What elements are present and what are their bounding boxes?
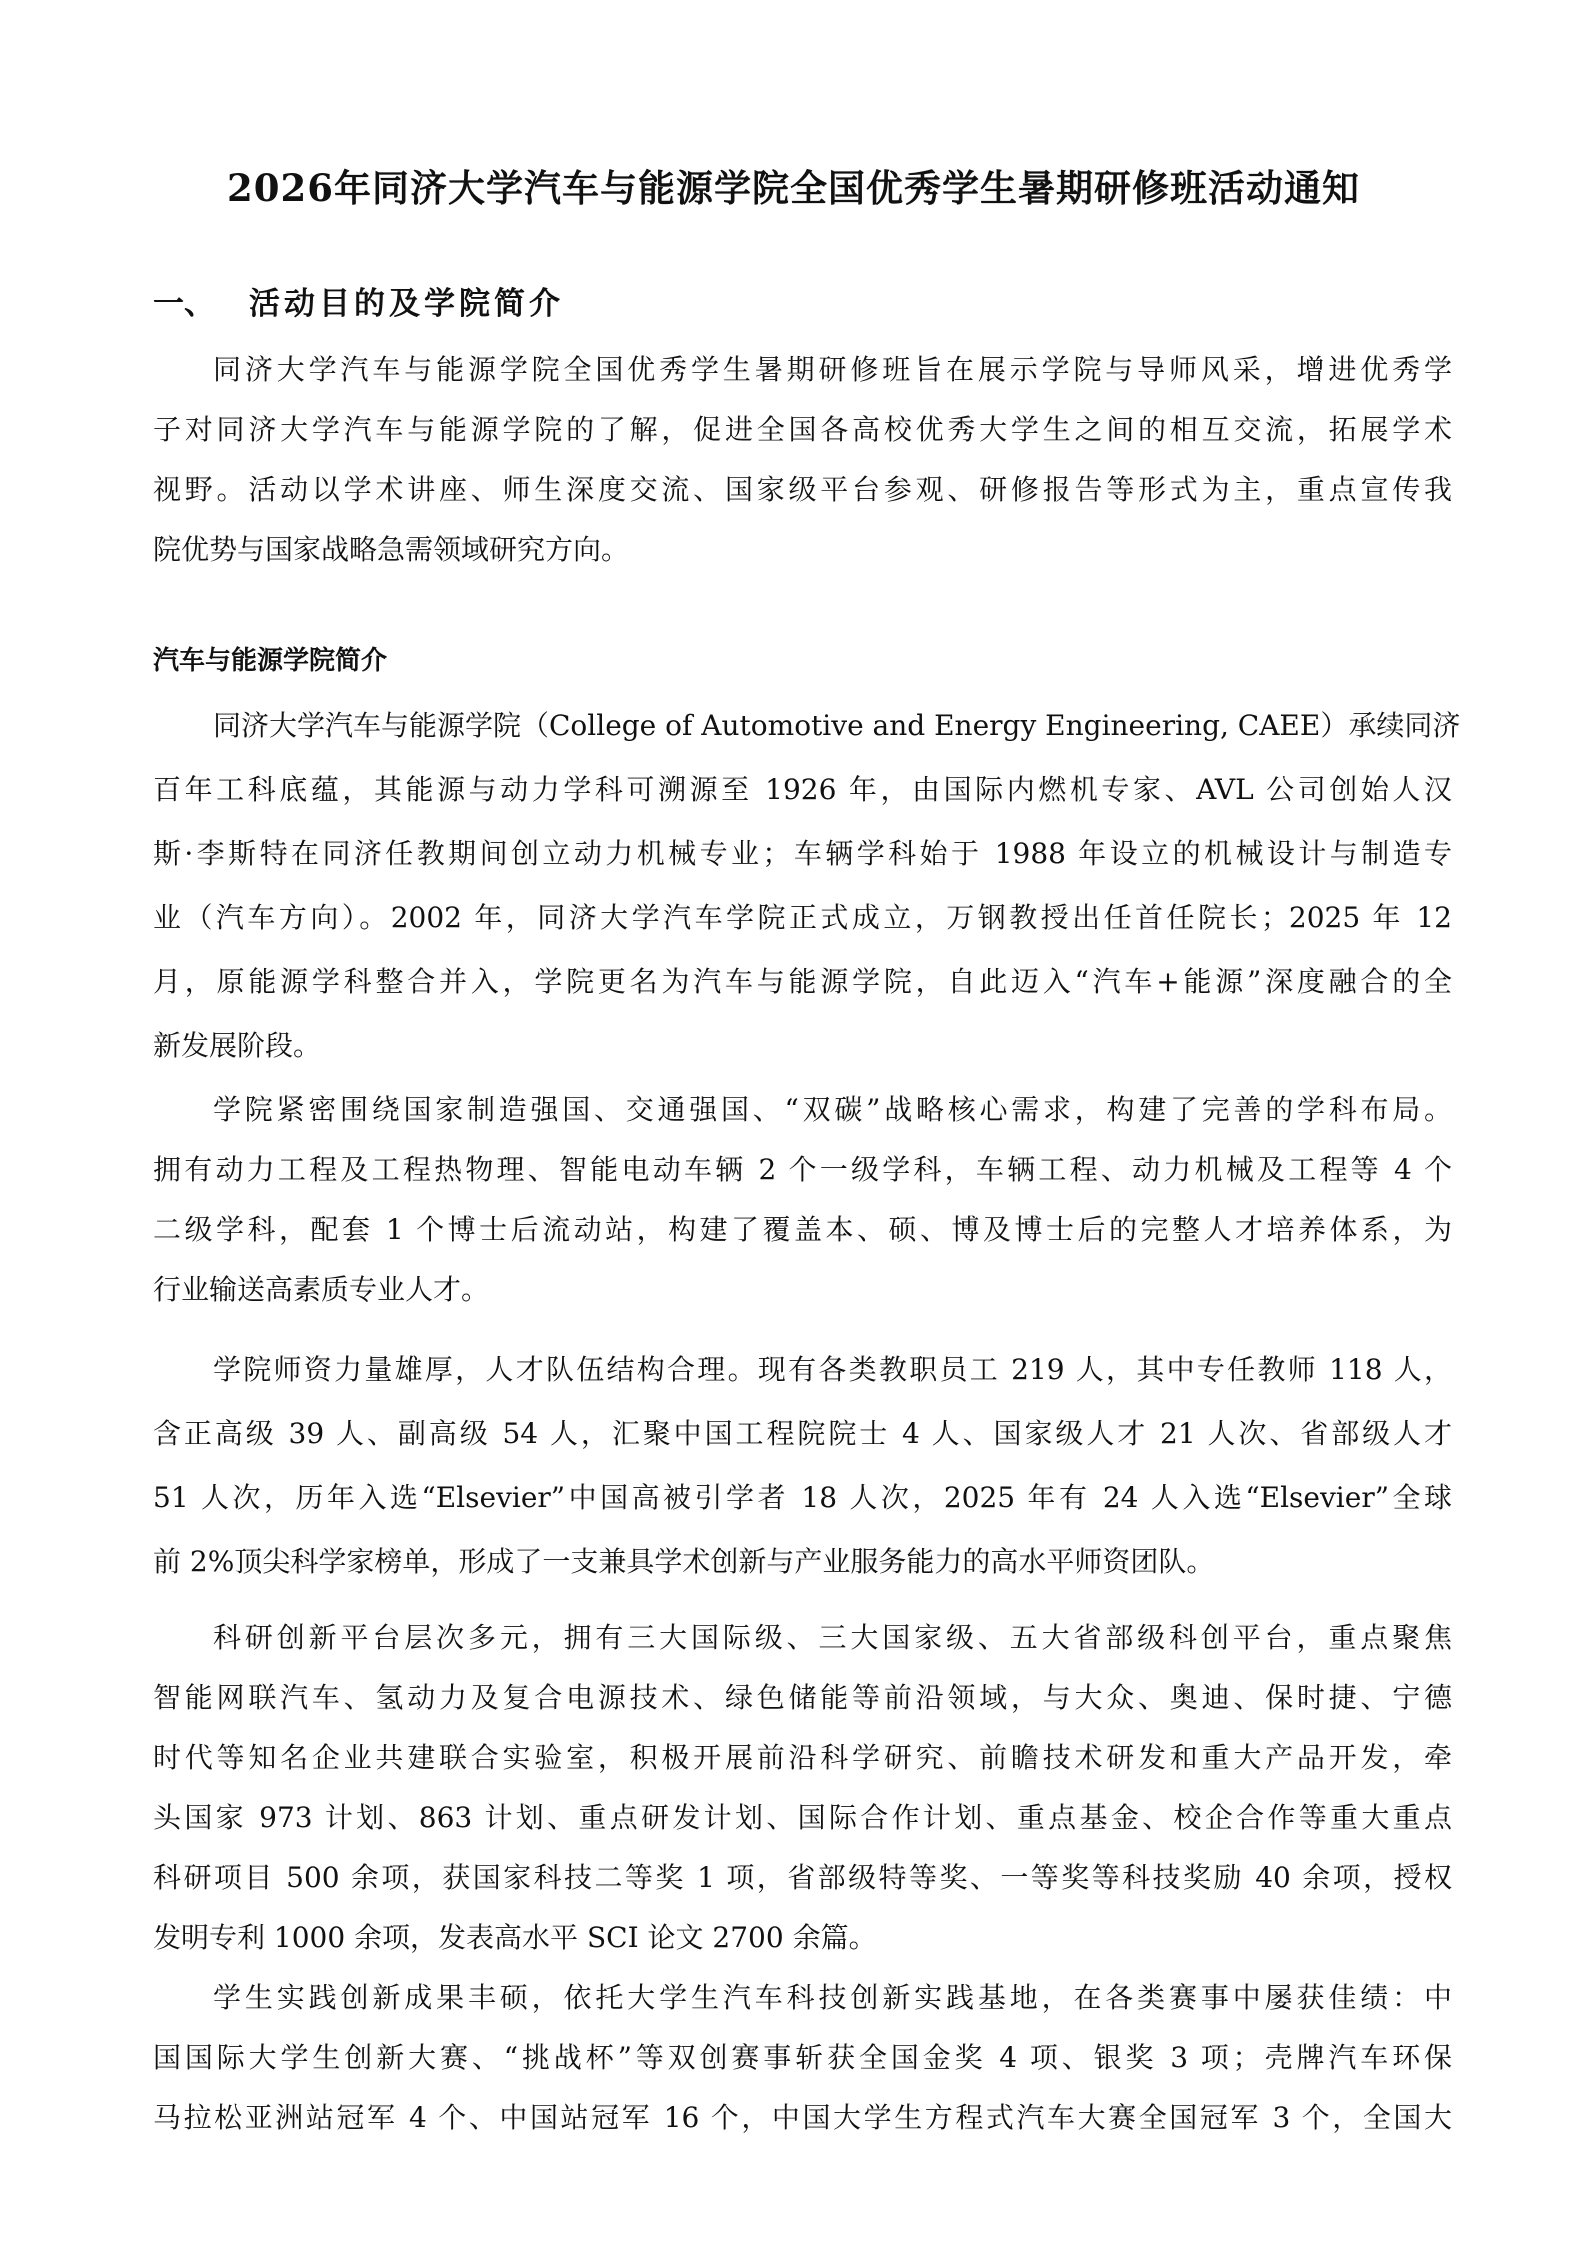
subheading: 汽车与能源学院简介 [153,646,388,676]
paragraph-faculty [153,1338,1452,1594]
text-line: 科研创新平台层次多元，拥有三大国际级、三大国家级、五大省部级科创平台，重点聚焦 [213,1621,1452,1654]
text-line: 时代等知名企业共建联合实验室，积极开展前沿科学研究、前瞻技术研发和重大产品开发，牵 [153,1741,1452,1774]
text-line: 学院师资力量雄厚，人才队伍结构合理。现有各类教职员工 219 人，其中专任教师 118 人， [213,1353,1452,1386]
text-line: 院优势与国家战略急需领域研究方向。 [153,533,630,566]
text-line: 国国际大学生创新大赛、“挑战杯”等双创赛事斩获全国金奖 4 项、银奖 3 项；壳牌汽车环保 [153,2041,1452,2074]
text-line: 斯·李斯特在同济任教期间创立动力机械专业；车辆学科始于 1988 年设立的机械设计与制造专 [153,837,1452,870]
text-line: 同济大学汽车与能源学院全国优秀学生暑期研修班旨在展示学院与导师风采，增进优秀学 [213,353,1452,386]
text-line: 新发展阶段。 [153,1029,322,1062]
section-heading [153,278,564,323]
text-line: 同济大学汽车与能源学院（College of Automotive and Energy Engineering, CAEE）承续同济 [213,709,1461,742]
text-line: 月，原能源学科整合并入，学院更名为汽车与能源学院，自此迈入“汽车+能源”深度融合的全 [153,965,1452,998]
text-line: 学生实践创新成果丰硕，依托大学生汽车科技创新实践基地，在各类赛事中屡获佳绩：中 [213,1981,1452,2014]
text-line: 业（汽车方向）。2002 年，同济大学汽车学院正式成立，万钢教授出任首任院长；2025 年 12 [153,901,1452,934]
paragraph-research [153,1608,1452,1968]
text-line: 智能网联汽车、氢动力及复合电源技术、绿色储能等前沿领域，与大众、奥迪、保时捷、宁德 [153,1681,1452,1714]
text-line: 51 人次，历年入选“Elsevier”中国高被引学者 18 人次，2025 年有 24 人入选“Elsevier”全球 [153,1481,1452,1514]
text-line: 行业输送高素质专业人才。 [153,1273,490,1306]
section-heading-text: 活动目的及学院简介 [249,286,564,322]
paragraph-students [153,1968,1452,2148]
text-line: 二级学科，配套 1 个博士后流动站，构建了覆盖本、硕、博及博士后的完整人才培养体系，为 [153,1213,1452,1246]
text-line: 前 2%顶尖科学家榜单，形成了一支兼具学术创新与产业服务能力的高水平师资团队。 [153,1545,1215,1578]
text-line: 百年工科底蕴，其能源与动力学科可溯源至 1926 年，由国际内燃机专家、AVL 公司创始人汉 [153,773,1452,806]
document-title: 2026年同济大学汽车与能源学院全国优秀学生暑期研修班活动通知 [227,166,1360,210]
paragraph-disciplines [153,1080,1452,1320]
text-line: 视野。活动以学术讲座、师生深度交流、国家级平台参观、研修报告等形式为主，重点宣传我 [153,473,1452,506]
paragraph-history [153,694,1461,1078]
text-line: 学院紧密围绕国家制造强国、交通强国、“双碳”战略核心需求，构建了完善的学科布局。 [213,1093,1452,1126]
text-line: 马拉松亚洲站冠军 4 个、中国站冠军 16 个，中国大学生方程式汽车大赛全国冠军 3 个，全国大 [153,2101,1452,2134]
section-number: 一、 [153,286,215,322]
text-line: 子对同济大学汽车与能源学院的了解，促进全国各高校优秀大学生之间的相互交流，拓展学术 [153,413,1452,446]
text-line: 科研项目 500 余项，获国家科技二等奖 1 项，省部级特等奖、一等奖等科技奖励 40 余项，授权 [153,1861,1452,1894]
text-line: 含正高级 39 人、副高级 54 人，汇聚中国工程院院士 4 人、国家级人才 21 人次、省部级人才 [153,1417,1452,1450]
text-line: 发明专利 1000 余项，发表高水平 SCI 论文 2700 余篇。 [153,1921,877,1954]
paragraph-purpose [153,340,1452,580]
text-line: 头国家 973 计划、863 计划、重点研发计划、国际合作计划、重点基金、校企合作等重大重点 [153,1801,1452,1834]
text-line: 拥有动力工程及工程热物理、智能电动车辆 2 个一级学科，车辆工程、动力机械及工程等 4 个 [153,1153,1452,1186]
